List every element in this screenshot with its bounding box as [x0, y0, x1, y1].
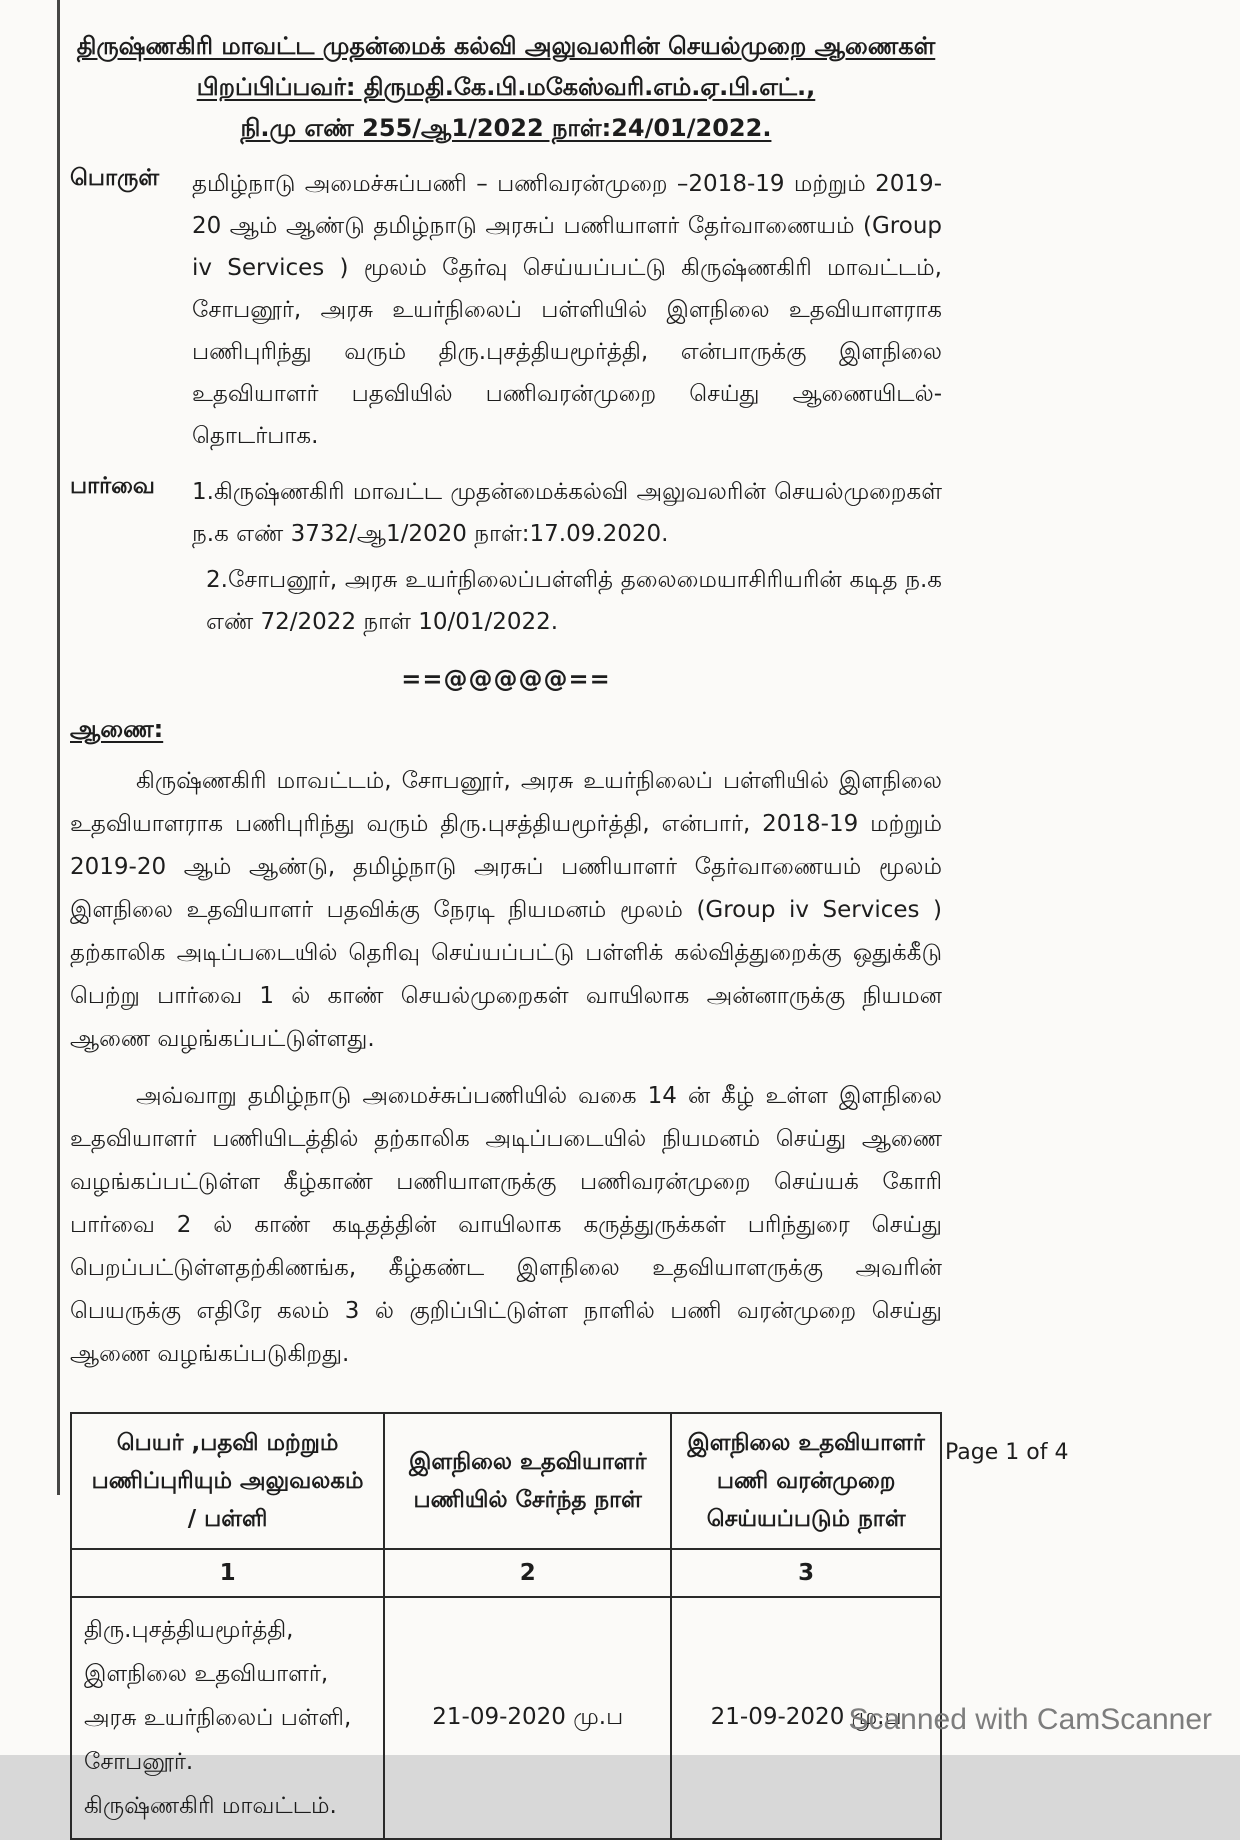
document-content: [70, 26, 942, 1840]
section-separator: ==@@@@@==: [401, 665, 611, 693]
table-header-name: பெயர் ,பதவி மற்றும் பணிப்புரியும் அலுவலகம் / பள்ளி: [71, 1413, 384, 1549]
joining-date-cell: 21-09-2020 மு.ப: [384, 1597, 671, 1839]
table-row: [71, 1597, 941, 1839]
order-heading: ஆணை:: [70, 715, 164, 743]
column-number-1: 1: [71, 1549, 384, 1597]
column-number-2: 2: [384, 1549, 671, 1597]
table-column-number-row: [71, 1549, 941, 1597]
regularisation-date-cell: 21-09-2020 மு.ப: [671, 1597, 941, 1839]
document-title: திருஷ்ணகிரி மாவட்ட முதன்மைக் கல்வி அலுவலரின் செயல்முறை ஆணைகள்: [76, 32, 936, 60]
page-number: Page 1 of 4: [945, 1440, 1069, 1465]
employee-name-line: திரு.புசத்தியமூர்த்தி,: [84, 1617, 294, 1643]
reference-list: [192, 471, 942, 647]
subject-row: [70, 163, 942, 457]
reference-item-1: 1.கிருஷ்ணகிரி மாவட்ட முதன்மைக்கல்வி அலுவலரின் செயல்முறைகள் ந.க எண் 3732/ஆ1/2020 நாள்:17.09.2020.: [192, 479, 942, 547]
employee-designation-line: இளநிலை உதவியாளர்,: [84, 1661, 329, 1687]
employee-school-line: அரசு உயர்நிலைப் பள்ளி,: [84, 1705, 352, 1731]
subject-label: பொருள்: [70, 165, 160, 191]
employee-district-line: கிருஷ்ணகிரி மாவட்டம்.: [84, 1793, 337, 1819]
table-header-joining-date: இளநிலை உதவியாளர் பணியில் சேர்ந்த நாள்: [384, 1413, 671, 1549]
camscanner-watermark: Scanned with CamScanner: [848, 1703, 1212, 1736]
order-paragraph-2: அவ்வாறு தமிழ்நாடு அமைச்சுப்பணியில் வகை 14 ன் கீழ் உள்ள இளநிலை உதவியாளர் பணியிடத்தில் தற்காலிக அடிப்படையில் நியமனம் செய்து ஆணை வழங்கப்பட்டுள்ள கீழ்காண் பணியாளருக்கு பணிவரன்முறை செய்யக் கோரி பார்வை 2 ல் காண் கடிதத்தின் வாயிலாக கருத்துருக்கள் பரிந்துரை செய்து பெறப்பட்டுள்ளதற்கிணங்க, கீழ்கண்ட இளநிலை உதவியாளருக்கு அவரின் பெயருக்கு எதிரே கலம் 3 ல் குறிப்பிட்டுள்ள நாளில் பணி வரன்முறை செய்து ஆணை வழங்கப்படுகிறது.: [70, 1083, 942, 1367]
order-paragraph-1: கிருஷ்ணகிரி மாவட்டம், சோபனூர், அரசு உயர்நிலைப் பள்ளியில் இளநிலை உதவியாளராக பணிபுரிந்து வரும் திரு.புசத்தியமூர்த்தி, என்பார், 2018-19 மற்றும் 2019-20 ஆம் ஆண்டு, தமிழ்நாடு அரசுப் பணியாளர் தேர்வாணையம் மூலம் இளநிலை உதவியாளர் பதவிக்கு நேரடி நியமனம் மூலம் (Group iv Services ) தற்காலிக அடிப்படையில் தெரிவு செய்யப்பட்டு பள்ளிக் கல்வித்துறைக்கு ஒதுக்கீடு பெற்று பார்வை 1 ல் காண் செயல்முறைகள் வாயிலாக அன்னாருக்கு நியமன ஆணை வழங்கப்பட்டுள்ளது.: [70, 768, 942, 1052]
table-header-row: [71, 1413, 941, 1549]
table-header-regularisation-date: இளநிலை உதவியாளர் பணி வரன்முறை செய்யப்படும் நாள்: [671, 1413, 941, 1549]
employee-place-line: சோபனூர்.: [84, 1749, 194, 1775]
regularisation-table: [70, 1412, 942, 1840]
subject-text: தமிழ்நாடு அமைச்சுப்பணி – பணிவரன்முறை –2018-19 மற்றும் 2019-20 ஆம் ஆண்டு தமிழ்நாடு அரசுப் பணியாளர் தேர்வாணையம் (Group iv Services ) மூலம் தேர்வு செய்யப்பட்டு கிருஷ்ணகிரி மாவட்டம், சோபனூர், அரசு உயர்நிலைப் பள்ளியில் இளநிலை உதவியாளராக பணிபுரிந்து வரும் திரு.புசத்தியமூர்த்தி, என்பாருக்கு இளநிலை உதவியாளர் பதவியில் பணிவரன்முறை செய்து ஆணையிடல்- தொடர்பாக.: [192, 171, 942, 449]
reference-item-2: 2.சோபனூர், அரசு உயர்நிலைப்பள்ளித் தலைமையாசிரியரின் கடித ந.க எண் 72/2022 நாள் 10/01/2022.: [206, 567, 942, 635]
reference-row: [70, 471, 942, 647]
reference-label: பார்வை: [70, 473, 155, 499]
column-number-3: 3: [671, 1549, 941, 1597]
employee-details-cell: [71, 1597, 384, 1839]
order-number-line: நி.மு எண் 255/ஆ1/2022 நாள்:24/01/2022.: [240, 114, 772, 142]
issuer-line: பிறப்பிப்பவர்: திருமதி.கே.பி.மகேஸ்வரி.எம்.ஏ.பி.எட்.,: [196, 73, 816, 101]
scan-artifact-line: [57, 0, 60, 1495]
